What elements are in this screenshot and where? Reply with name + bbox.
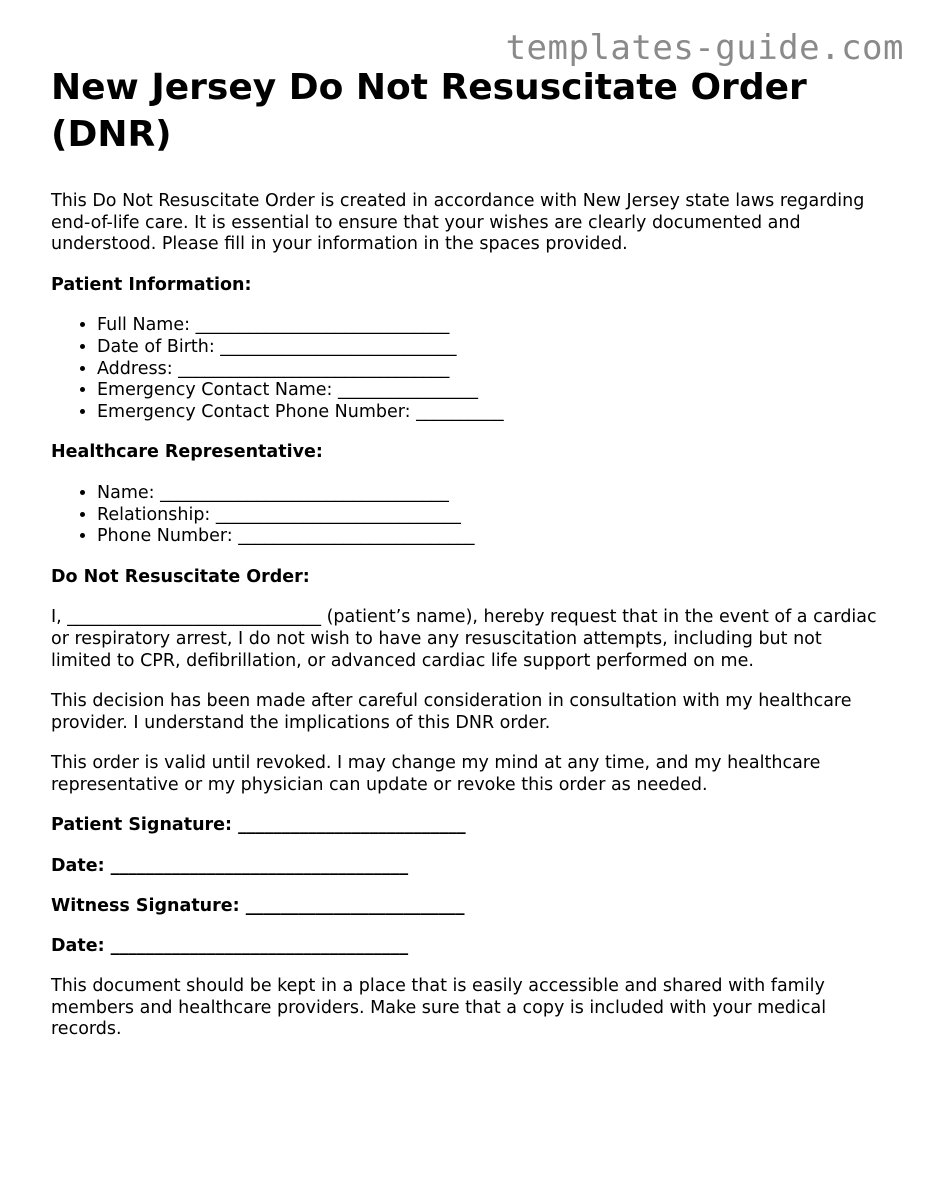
list-item: • Emergency Contact Name: ________________ [97, 380, 881, 402]
list-item: • Address: _______________________________ [97, 359, 881, 381]
healthcare-rep-list [51, 483, 881, 548]
patient-info-list [51, 315, 881, 423]
patient-signature-line: Patient Signature: __________________________ [51, 815, 466, 836]
dnr-order-heading: Do Not Resuscitate Order: [51, 566, 310, 587]
page-title: New Jersey Do Not Resuscitate Order (DNR) [51, 67, 807, 155]
healthcare-rep-heading: Healthcare Representative: [51, 442, 323, 463]
dnr-request-paragraph: I, _____________________________ (patient’s name), hereby request that in the event of a cardiac or respiratory arrest, I do not wish to have any resuscitation attempts, including but not limited to CPR, defibrillation, or advanced cardiac life support performed on me. [51, 607, 877, 671]
list-item: • Phone Number: ___________________________ [97, 526, 881, 548]
list-item: • Full Name: _____________________________ [97, 315, 881, 337]
patient-date-line: Date: __________________________________ [51, 855, 409, 876]
witness-signature-line: Witness Signature: _________________________ [51, 895, 465, 916]
patient-info-heading: Patient Information: [51, 274, 252, 295]
list-item: • Date of Birth: ___________________________ [97, 337, 881, 359]
list-item: • Name: _________________________________ [97, 483, 881, 505]
document-body [51, 64, 881, 1060]
witness-date-line: Date: __________________________________ [51, 936, 409, 957]
closing-paragraph: This document should be kept in a place that is easily accessible and shared with family members and healthcare providers. Make sure that a copy is included with your medical records. [51, 976, 827, 1040]
intro-paragraph: This Do Not Resuscitate Order is created in accordance with New Jersey state laws regarding end-of-life care. It is essential to ensure that your wishes are clearly documented and understood. Please fill in your information in the spaces provided. [51, 191, 865, 255]
watermark: templates-guide.com [505, 28, 904, 68]
list-item: • Emergency Contact Phone Number: __________ [97, 402, 881, 424]
dnr-decision-paragraph: This decision has been made after careful consideration in consultation with my healthcare provider. I understand the implications of this DNR order. [51, 691, 852, 733]
list-item: • Relationship: ____________________________ [97, 505, 881, 527]
dnr-validity-paragraph: This order is valid until revoked. I may change my mind at any time, and my healthcare representative or my physician can update or revoke this order as needed. [51, 753, 821, 795]
